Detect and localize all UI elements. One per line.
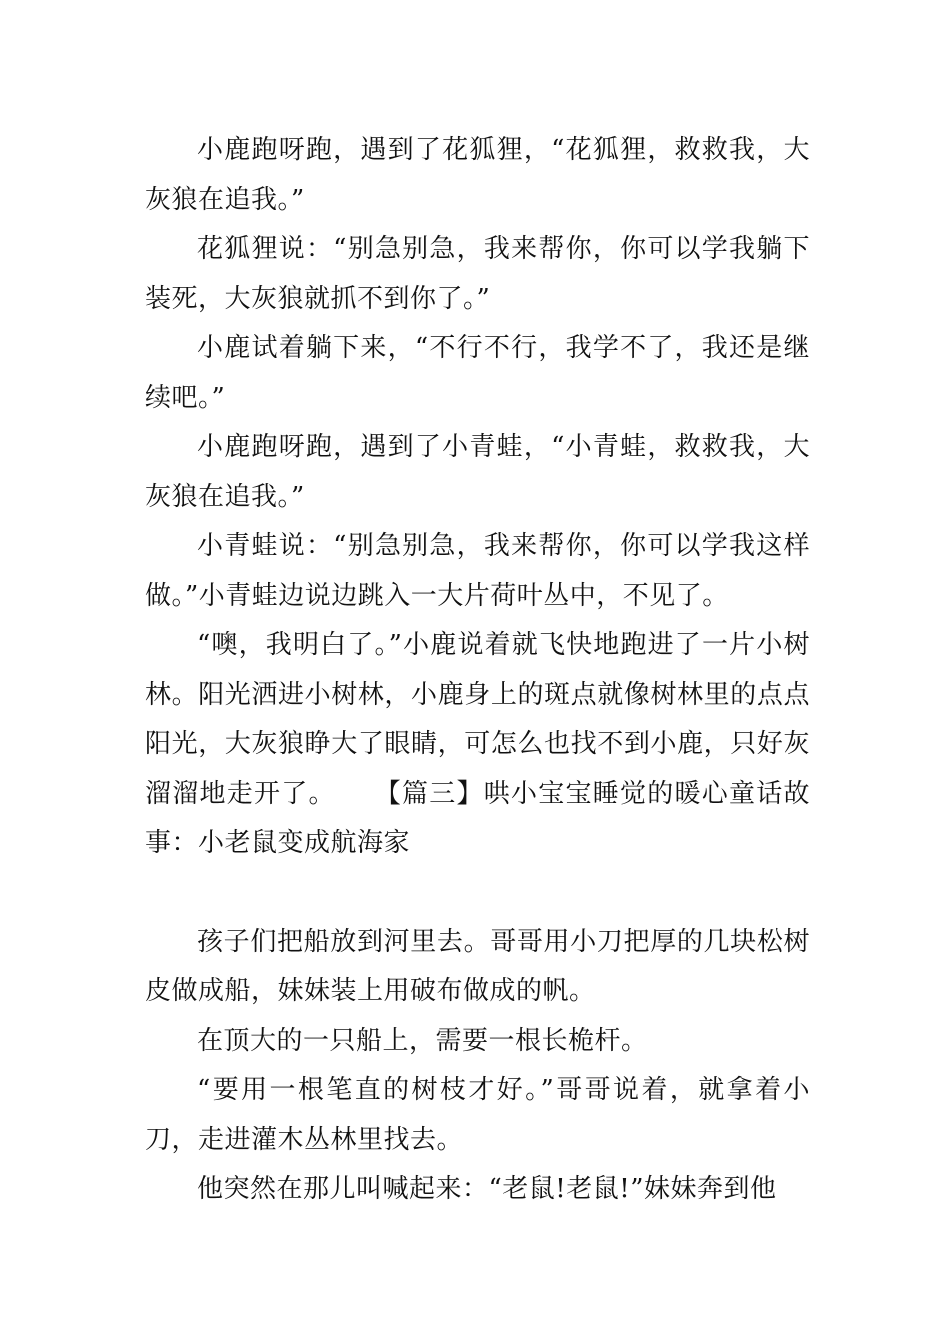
paragraph-3: 小鹿试着躺下来，“不行不行，我学不了，我还是继续吧。” — [145, 333, 810, 413]
section-heading: 【篇三】哄小宝宝睡觉的暖心童话故事：小老鼠变成航海家 — [145, 778, 810, 858]
paragraph-5: 小青蛙说：“别急别急，我来帮你，你可以学我这样做。”小青蛙边说边跳入一大片荷叶丛中，不见了。 — [145, 531, 810, 611]
section-paragraph-2: 在顶大的一只船上，需要一根长桅杆。 — [197, 1025, 648, 1056]
paragraph-6 — [145, 621, 810, 869]
document-body — [145, 126, 810, 1215]
paragraph-6-text: “噢，我明白了。”小鹿说着就飞快地跑进了一片小树林。阳光洒进小树林，小鹿身上的斑点就像树林里的点点阳光，大灰狼睁大了眼睛，可怎么也找不到小鹿，只好灰溜溜地走开了。 — [145, 630, 810, 809]
paragraph-1: 小鹿跑呀跑，遇到了花狐狸，“花狐狸，救救我，大灰狼在追我。” — [145, 135, 810, 215]
section-paragraph-3: “要用一根笔直的树枝才好。”哥哥说着，就拿着小刀，走进灌木丛林里找去。 — [145, 1075, 810, 1155]
paragraph-4: 小鹿跑呀跑，遇到了小青蛙，“小青蛙，救救我，大灰狼在追我。” — [145, 432, 810, 512]
section-paragraph-4: 他突然在那儿叫喊起来：“老鼠!老鼠!”妹妹奔到他 — [197, 1174, 777, 1204]
section-paragraph-1: 孩子们把船放到河里去。哥哥用小刀把厚的几块松树皮做成船，妹妹装上用破布做成的帆。 — [145, 926, 810, 1006]
paragraph-2: 花狐狸说：“别急别急，我来帮你，你可以学我躺下装死，大灰狼就抓不到你了。” — [145, 234, 810, 314]
